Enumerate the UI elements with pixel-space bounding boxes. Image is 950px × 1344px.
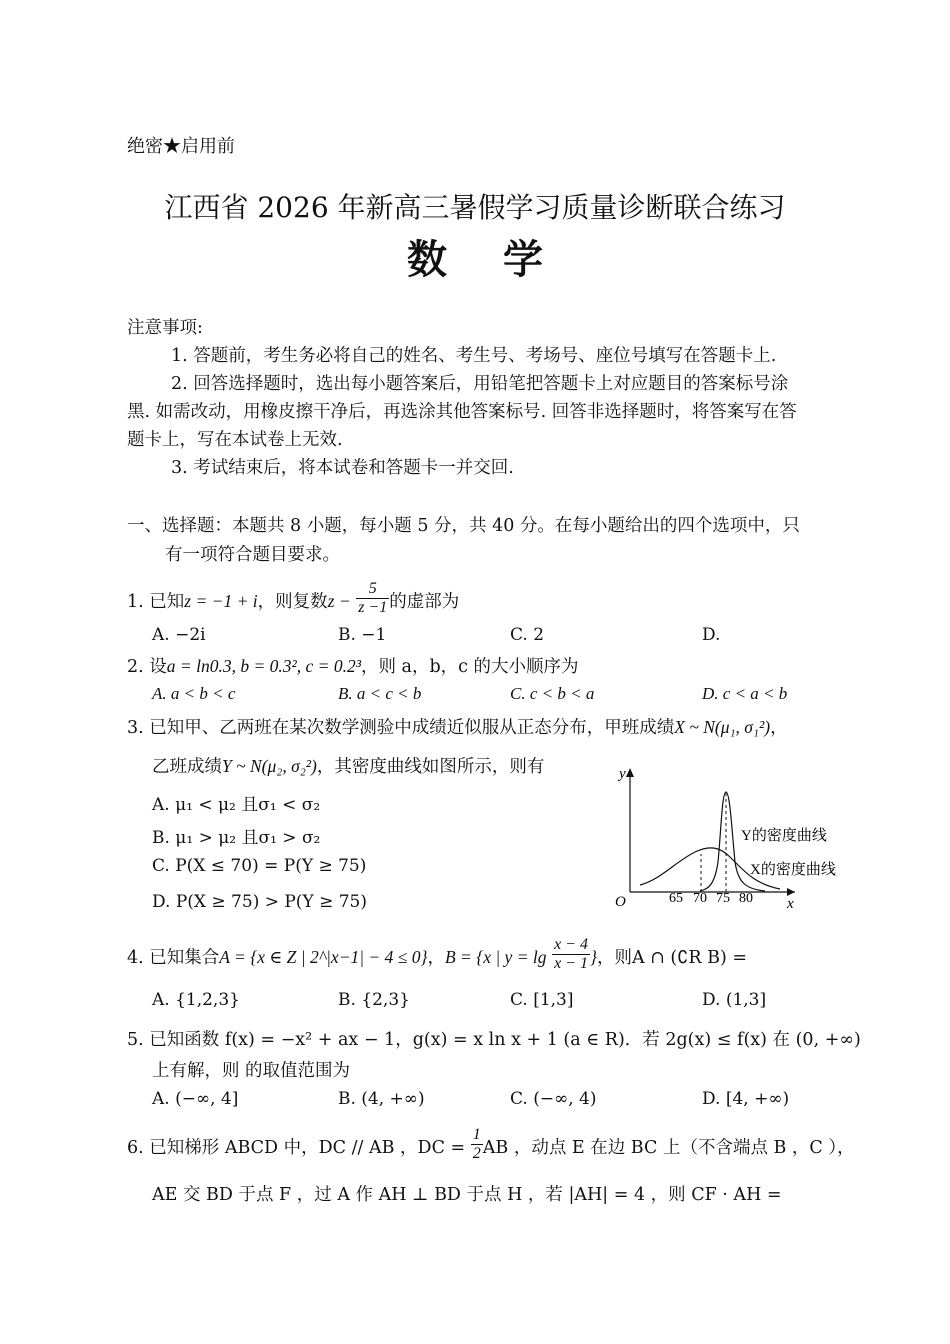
- q4-option-a: A. {1,2,3}: [152, 990, 240, 1010]
- section-heading-cont: 有一项符合题目要求。: [165, 545, 340, 565]
- question-4: [127, 936, 748, 977]
- q4-fraction: [552, 936, 590, 973]
- q1-pre: 已知: [149, 592, 185, 612]
- q6-fraction: [471, 1126, 483, 1163]
- q1-option-a: A. −2i: [152, 625, 206, 645]
- q4-set-b-post: }: [589, 947, 597, 967]
- q3-option-b: B. μ₁ > μ₂ 且σ₁ > σ₂: [152, 828, 321, 848]
- q1-option-b: B. −1: [338, 625, 387, 645]
- q2-option-b: B. a < c < b: [338, 684, 422, 703]
- q4-set-a: A = {x ∈ Z | 2^|x−1| − 4 ≤ 0}: [219, 947, 428, 967]
- q3-option-d: D. P(X ≥ 75) > P(Y ≥ 75): [152, 892, 367, 912]
- section-heading: 一、选择题：本题共 8 小题，每小题 5 分，共 40 分。在每小题给出的四个选项中，只: [127, 516, 800, 536]
- question-2: [127, 653, 579, 678]
- q4-set-b-pre: B = {x | y = lg: [444, 947, 547, 967]
- note-item-2-cont: 黑. 如需改动，用橡皮擦干净后，再选涂其他答案标号. 回答非选择题时，将答案写在答: [127, 402, 797, 422]
- tick-label: 65: [669, 891, 683, 906]
- q4-comma: ，: [427, 948, 445, 968]
- q1-option-d: D.: [702, 625, 721, 645]
- y-axis-label: y: [619, 766, 626, 782]
- q2-option-d: D. c < a < b: [702, 684, 788, 703]
- q2-expr: a = ln0.3, b = 0.3², c = 0.2³: [166, 656, 361, 676]
- q3-line1: 已知甲、乙两班在某次数学测验中成绩近似服从正态分布，甲班成绩: [149, 718, 675, 738]
- question-5-cont: 上有解，则 的取值范围为: [152, 1061, 351, 1081]
- exam-title: 江西省 2026 年新高三暑假学习质量诊断联合练习: [164, 191, 786, 224]
- q4-post: ，则A ∩ (∁R B) =: [596, 948, 748, 968]
- frac-denominator: x − 1: [554, 955, 588, 972]
- y-axis-arrow: [626, 768, 634, 777]
- note-item-1: 1. 答题前，考生务必将自己的姓名、考生号、考场号、座位号填写在答题卡上.: [171, 346, 777, 366]
- q3-line2: 乙班成绩: [152, 757, 222, 777]
- frac-numerator: 5: [356, 580, 389, 599]
- question-3-cont: [152, 753, 544, 778]
- q1-mid: ，则复数: [257, 592, 328, 612]
- q4-option-b: B. {2,3}: [338, 990, 410, 1010]
- confidential-mark: 绝密★启用前: [127, 136, 235, 157]
- question-6-cont: AE 交 BD 于点 F ，过 A 作 AH ⊥ BD 于点 H ，若 |AH| = 4 ，则 CF · AH =: [152, 1185, 782, 1205]
- q4-option-c: C. [1,3]: [510, 990, 574, 1010]
- x-curve-label: X的密度曲线: [750, 862, 836, 878]
- question-3: [127, 714, 788, 739]
- q1-post: 的虚部为: [389, 592, 460, 612]
- q2-option-c: C. c < b < a: [510, 684, 595, 703]
- density-curve-figure: [605, 762, 865, 910]
- frac-denominator: 2: [472, 1145, 481, 1162]
- question-5: [127, 1026, 861, 1051]
- q2-pre: 设: [149, 657, 167, 677]
- note-item-3: 3. 考试结束后，将本试卷和答题卡一并交回.: [171, 458, 514, 478]
- q2-option-a: A. a < b < c: [152, 684, 236, 703]
- q1-expr: z −: [327, 591, 351, 611]
- q5-option-c: C. (−∞, 4): [510, 1089, 597, 1109]
- question-6: [127, 1126, 855, 1167]
- q5-option-d: D. [4, +∞): [702, 1089, 790, 1109]
- origin-label: O: [615, 894, 626, 910]
- note-item-2: 2. 回答选择题时，选出每小题答案后，用铅笔把答题卡上对应题目的答案标号涂: [171, 374, 789, 394]
- question-number: 2.: [127, 657, 144, 677]
- q3-line2-end: ，其密度曲线如图所示，则有: [316, 757, 545, 777]
- q1-fraction: [356, 580, 389, 617]
- frac-denominator: z −1: [358, 599, 388, 616]
- question-number: 1.: [127, 592, 144, 612]
- subject-title: 数学: [407, 237, 599, 283]
- tick-label: 70: [693, 891, 707, 906]
- q6-post: AB ，动点 E 在边 BC 上（不含端点 B ，C ），: [482, 1138, 855, 1158]
- q3-option-a: A. μ₁ < μ₂ 且σ₁ < σ₂: [152, 795, 321, 815]
- tick-label: 75: [716, 891, 730, 906]
- q3-expr-x: X ~ N(μ₁, σ₁²): [674, 717, 771, 737]
- q1-z-expr: z = −1 + i: [184, 591, 258, 611]
- notes-heading: 注意事项:: [127, 318, 203, 338]
- q6-pre: 已知梯形 ABCD 中，DC // AB ，DC =: [149, 1138, 466, 1158]
- q1-option-c: C. 2: [510, 625, 545, 645]
- x-axis-label: x: [787, 896, 794, 910]
- frac-numerator: x − 4: [554, 936, 588, 953]
- tick-label: 80: [739, 891, 753, 906]
- question-number: 6.: [127, 1138, 144, 1158]
- x-axis-arrow: [787, 888, 795, 896]
- q5-line1: 已知函数 f(x) = −x² + ax − 1，g(x) = x ln x + 1 (a ∈ R)．若 2g(x) ≤ f(x) 在 (0, +∞): [149, 1030, 861, 1050]
- question-1: [127, 580, 460, 621]
- q3-expr-y: Y ~ N(μ₂, σ₂²): [222, 756, 317, 776]
- q2-post: ，则 a，b，c 的大小顺序为: [360, 657, 579, 677]
- q4-pre: 已知集合: [149, 948, 220, 968]
- q3-option-c: C. P(X ≤ 70) = P(Y ≥ 75): [152, 856, 367, 876]
- q3-line1-end: ，: [770, 718, 788, 738]
- notes-section: [127, 314, 862, 482]
- q4-option-d: D. (1,3]: [702, 990, 767, 1010]
- question-number: 4.: [127, 948, 144, 968]
- question-number: 5.: [127, 1030, 144, 1050]
- note-item-2-cont2: 题卡上，写在本试卷上无效.: [127, 430, 343, 450]
- question-number: 3.: [127, 718, 144, 738]
- frac-numerator: 1: [472, 1126, 481, 1143]
- q5-option-b: B. (4, +∞): [338, 1089, 425, 1109]
- y-curve-label: Y的密度曲线: [741, 828, 827, 844]
- q5-option-a: A. (−∞, 4]: [152, 1089, 239, 1109]
